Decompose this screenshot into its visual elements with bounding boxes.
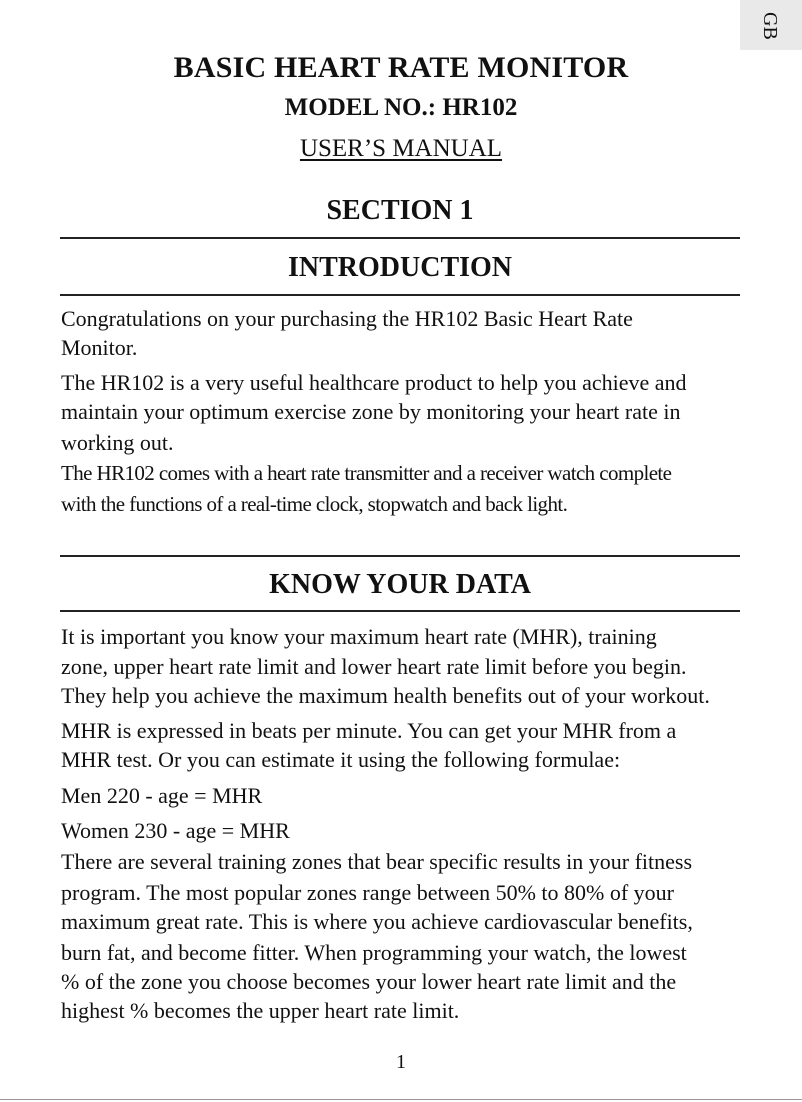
introduction-heading: INTRODUCTION (287, 252, 513, 283)
divider-data-bottom (60, 610, 740, 612)
data-line: There are several training zones that bear specific results in your fitness (61, 849, 693, 874)
intro-line: The HR102 is a very useful healthcare product to help you achieve and (61, 370, 687, 395)
data-line: It is important you know your maximum heart rate (MHR), training (61, 624, 657, 649)
data-line: highest % becomes the upper heart rate limit. (61, 998, 460, 1023)
data-line: program. The most popular zones range between 50% to 80% of your (61, 880, 674, 905)
divider-intro-bottom (60, 294, 740, 296)
intro-line: The HR102 comes with a heart rate transmitter and a receiver watch complete (61, 461, 672, 485)
page-bottom-edge (0, 1099, 802, 1100)
data-line: They help you achieve the maximum health benefits out of your workout. (61, 683, 710, 708)
intro-line: working out. (61, 430, 174, 455)
know-your-data-heading: KNOW YOUR DATA (269, 569, 531, 600)
formula-men: Men 220 - age = MHR (61, 783, 263, 808)
formula-women: Women 230 - age = MHR (61, 818, 290, 843)
manual-subtitle: USER’S MANUAL (299, 135, 503, 162)
language-tab-label: GB (759, 12, 781, 40)
data-line: MHR test. Or you can estimate it using the following formulae: (61, 747, 621, 772)
intro-line: Monitor. (61, 335, 138, 360)
data-line: zone, upper heart rate limit and lower heart rate limit before you begin. (61, 654, 687, 679)
model-number: MODEL NO.: HR102 (284, 94, 518, 121)
divider-intro-top (60, 237, 740, 239)
data-line: burn fat, and become fitter. When programming your watch, the lowest (61, 940, 687, 965)
page-number: 1 (396, 1051, 406, 1073)
section-label: SECTION 1 (326, 195, 474, 226)
document-title: BASIC HEART RATE MONITOR (173, 51, 629, 84)
data-line: MHR is expressed in beats per minute. You can get your MHR from a (61, 718, 677, 743)
divider-data-top (60, 555, 740, 557)
intro-line: Congratulations on your purchasing the HR102 Basic Heart Rate (61, 306, 633, 331)
data-line: % of the zone you choose becomes your lower heart rate limit and the (61, 969, 677, 994)
data-line: maximum great rate. This is where you achieve cardiovascular benefits, (61, 909, 693, 934)
intro-line: maintain your optimum exercise zone by monitoring your heart rate in (61, 399, 681, 424)
intro-line: with the functions of a real-time clock, stopwatch and back light. (61, 492, 568, 516)
